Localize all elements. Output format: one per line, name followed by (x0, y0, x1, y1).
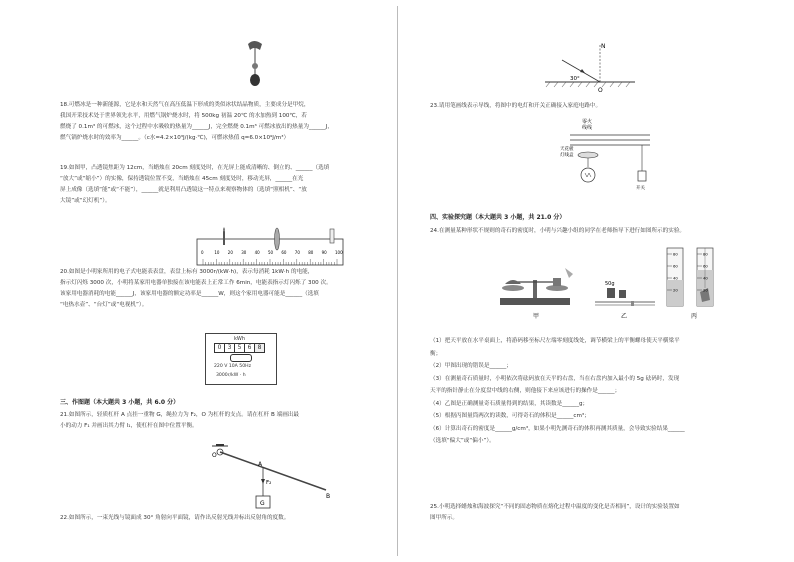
cylinder-mark-label: 20 (703, 287, 708, 293)
label-wires: 线线 (582, 125, 593, 131)
q24-item: 天平的指针静止在分度盘中线的右侧，则他接下来应该进行的操作是______； (430, 388, 621, 394)
q19-line: 大镜”或“幻灯机”）。 (60, 198, 111, 204)
hanging-object-figure (240, 38, 270, 88)
q24-item: （3）在测量奇石质量时，小明依次将砝码放在天平的右盘，当在右盘内加入最小的 5g 砝码时，发现 (430, 375, 680, 382)
lamp-holder-icon (578, 152, 598, 158)
label-b: B (326, 493, 331, 500)
balance-figure (500, 268, 573, 320)
q24-item: （选填“偏大”或“偏小”）。 (430, 438, 495, 444)
q18-line: 18.可燃冰是一种新能源，它是水和天然气在高压低温下形成的类似冰状结晶物质，主要成分是甲烷， (60, 102, 310, 108)
q21-text (60, 410, 410, 432)
label-ceiling: 天花板 (560, 147, 574, 152)
left-page (20, 0, 390, 562)
q24-item: （6）计算出奇石的密度是______g/cm³，如果小明先测奇石的体积再测其质量，会导致实验结果______ (430, 425, 685, 432)
label-switch: 开关 (636, 186, 645, 191)
ruler-tick-label: 10 (214, 250, 220, 255)
lever-bar (220, 452, 326, 490)
weight-on-pan-icon (553, 278, 561, 286)
q18-line: 燃烧了 0.1m³ 的可燃冰，这个过程中水吸收的热量为______J，完全燃烧 0.1m³ 可燃冰放出的热量为______J， (60, 124, 333, 130)
ruler-tick-label: 30 (241, 250, 247, 255)
cylinder-mark-label: 80 (703, 251, 708, 257)
lever-figure (208, 442, 338, 512)
cylinder-mark-label: 20 (673, 287, 678, 293)
circuit-figure (560, 115, 660, 195)
q23-line: 23.请用笔画线表示导线，将图中的电灯和开关正确接入家庭电路中。 (430, 103, 602, 109)
cylinders-figure (667, 248, 713, 320)
q24-item: （2）甲图出现的错误是______； (430, 363, 512, 369)
q18-text (60, 100, 410, 144)
label-50g: 50g (605, 281, 615, 287)
q18-line: 燃气锅炉烧水时的效率为______。（c水=4.2×10³J/(kg·℃)，可燃冰热值 q=6.0×10⁹J/m³） (60, 135, 290, 141)
cylinder-mark-label: 60 (673, 263, 678, 269)
meter-digit: 5 (235, 344, 245, 352)
meter-indicator-light (230, 354, 252, 362)
meter-unit: kWh (234, 336, 246, 342)
ruler-tick-label: 0 (201, 250, 204, 255)
q19-line: 屏上成像（选填“能”或“不能”），______就是利用凸透镜这一特点来观察物体的（选填“照相机”、“放 (60, 187, 307, 193)
cylinder-mark-label: 60 (703, 263, 708, 269)
q19-text (60, 163, 410, 207)
energy-meter (205, 333, 277, 385)
q18-line: 我国开采技术处于世界领先水平，用燃气锅炉烧水时，将 500kg 初温 20℃ 的水加热到 100℃，若 (60, 113, 307, 119)
ruler-tick-label: 80 (308, 250, 314, 255)
q24-item: （5）根据丙图量筒两次的读数，可得奇石的体积是______cm³； (430, 413, 590, 419)
right-page (410, 0, 780, 562)
optical-bench-ruler (195, 227, 345, 269)
q24-items (430, 335, 790, 448)
ruler-tick-label: 70 (294, 250, 300, 255)
screen-icon (330, 229, 334, 243)
weights-figure (595, 281, 655, 320)
cylinder-mark-label: 40 (673, 275, 678, 281)
section-3-heading: 三、作图题（本大题共 3 小题，共 6.0 分） (60, 399, 180, 406)
meter-digit: 3 (225, 344, 235, 352)
q22-text (60, 513, 410, 524)
ruler-tick-label: 60 (281, 250, 287, 255)
label-30deg: 30° (570, 76, 580, 82)
q25-line: 图甲所示。 (430, 515, 458, 521)
cylinder-mark-label: 80 (673, 251, 678, 257)
label-n: N (601, 43, 606, 50)
q24-intro-line: 24.在测量某种形状不规则的奇石的密度时，小明与兴趣小组的同学在老师指导下进行如图所示的实验。 (430, 228, 686, 234)
cylinder-mark-label: 40 (703, 275, 708, 281)
meter-digit: 6 (245, 344, 255, 352)
hand-icon (565, 268, 573, 278)
q25-line: 25.小明选择蜡烛和海波探究“不同的固态物质在熔化过程中温度的变化是否相同”，设计的实验装置如 (430, 504, 680, 510)
q20-line: 该家用电器消耗的电能______J，该家用电器的额定功率是______W，则这个家用电器可能是______（选填 (60, 291, 319, 297)
label-f2: F₂ (266, 480, 272, 486)
label-jia: 甲 (533, 313, 540, 320)
label-bing: 丙 (691, 313, 698, 320)
meter-spec: 220 V 10A 50Hz (214, 364, 251, 369)
q20-line: “电热水壶”、“台灯”或“电视机”）。 (60, 302, 148, 308)
label-fire-wire: 零火 (582, 119, 593, 125)
meter-digit: 8 (255, 344, 264, 352)
page-divider (397, 6, 398, 556)
switch-icon (638, 171, 646, 181)
ruler-tick-label: 50 (268, 250, 274, 255)
stone-icon (505, 280, 521, 284)
q21-line: 小的动力 F₁ 并画出其力臂 l₁，使杠杆在图中位置平衡。 (60, 423, 198, 429)
q20-text (60, 267, 410, 311)
q24-item: （4）乙图是正确测量奇石质量得到的结果，其读数是______g； (430, 400, 589, 407)
mirror-figure (540, 40, 640, 95)
section-4-heading: 四、实验探究题（本大题共 3 小题，共 21.0 分） (430, 214, 566, 221)
candle-icon (223, 231, 225, 245)
q24-figures (495, 240, 755, 322)
q20-line: 20.如图是小明家所用的电子式电能表表盘，表盘上标有 3000r/(kW·h)，表示每消耗 1kW·h 的电能， (60, 269, 314, 275)
ruler-tick-label: 40 (254, 250, 260, 255)
meter-digits (214, 343, 265, 353)
q20-line: 指示灯闪烁 3000 次，小明将某家用电器单独接在该电能表上正常工作 6min，电能表指示灯闪烁了 300 次。 (60, 280, 332, 286)
label-o: O (212, 452, 217, 459)
meter-digit: 0 (215, 344, 225, 352)
label-o-right: O (598, 87, 603, 94)
meter-rate: 3000r/kW · h (216, 373, 246, 378)
q19-line: 19.如图甲，凸透镜焦距为 12cm，当蜡烛在 20cm 刻度处时，在光屏上能成清晰的、倒立的、______（选填 (60, 165, 330, 171)
q19-line: “放大”或“缩小”）的实像，保持透镜位置不变，当蜡烛在 45cm 刻度处时，移动光屏，______在光 (60, 176, 304, 182)
label-lamp-box: 灯线盒 (560, 153, 574, 158)
lens-icon (275, 228, 280, 250)
label-a: A (258, 461, 263, 468)
q25-text (430, 502, 790, 524)
label-g: G (260, 500, 265, 507)
q21-line: 21.如图所示，轻质杠杆 A 点挂一重物 G，绳拉力为 F₂，O 为杠杆的支点。请在杠杆 B 端画出最 (60, 412, 299, 418)
ruler-tick-label: 90 (321, 250, 327, 255)
ruler-tick-label: 100 (335, 250, 343, 255)
ruler-tick-label: 20 (227, 250, 233, 255)
q22-line: 22.如图所示，一束光线与镜面成 30° 角射向平面镜，请作出反射光线并标出反射角的度数。 (60, 515, 290, 521)
q23-text (430, 101, 790, 112)
q24-intro (430, 226, 790, 237)
label-yi: 乙 (621, 313, 628, 320)
q24-item: 衡； (430, 350, 442, 357)
q24-item: （1）把天平放在水平桌面上，将游码移至标尺左端零刻度线处，调节横梁上的平衡螺母使天平横梁平 (430, 338, 680, 344)
